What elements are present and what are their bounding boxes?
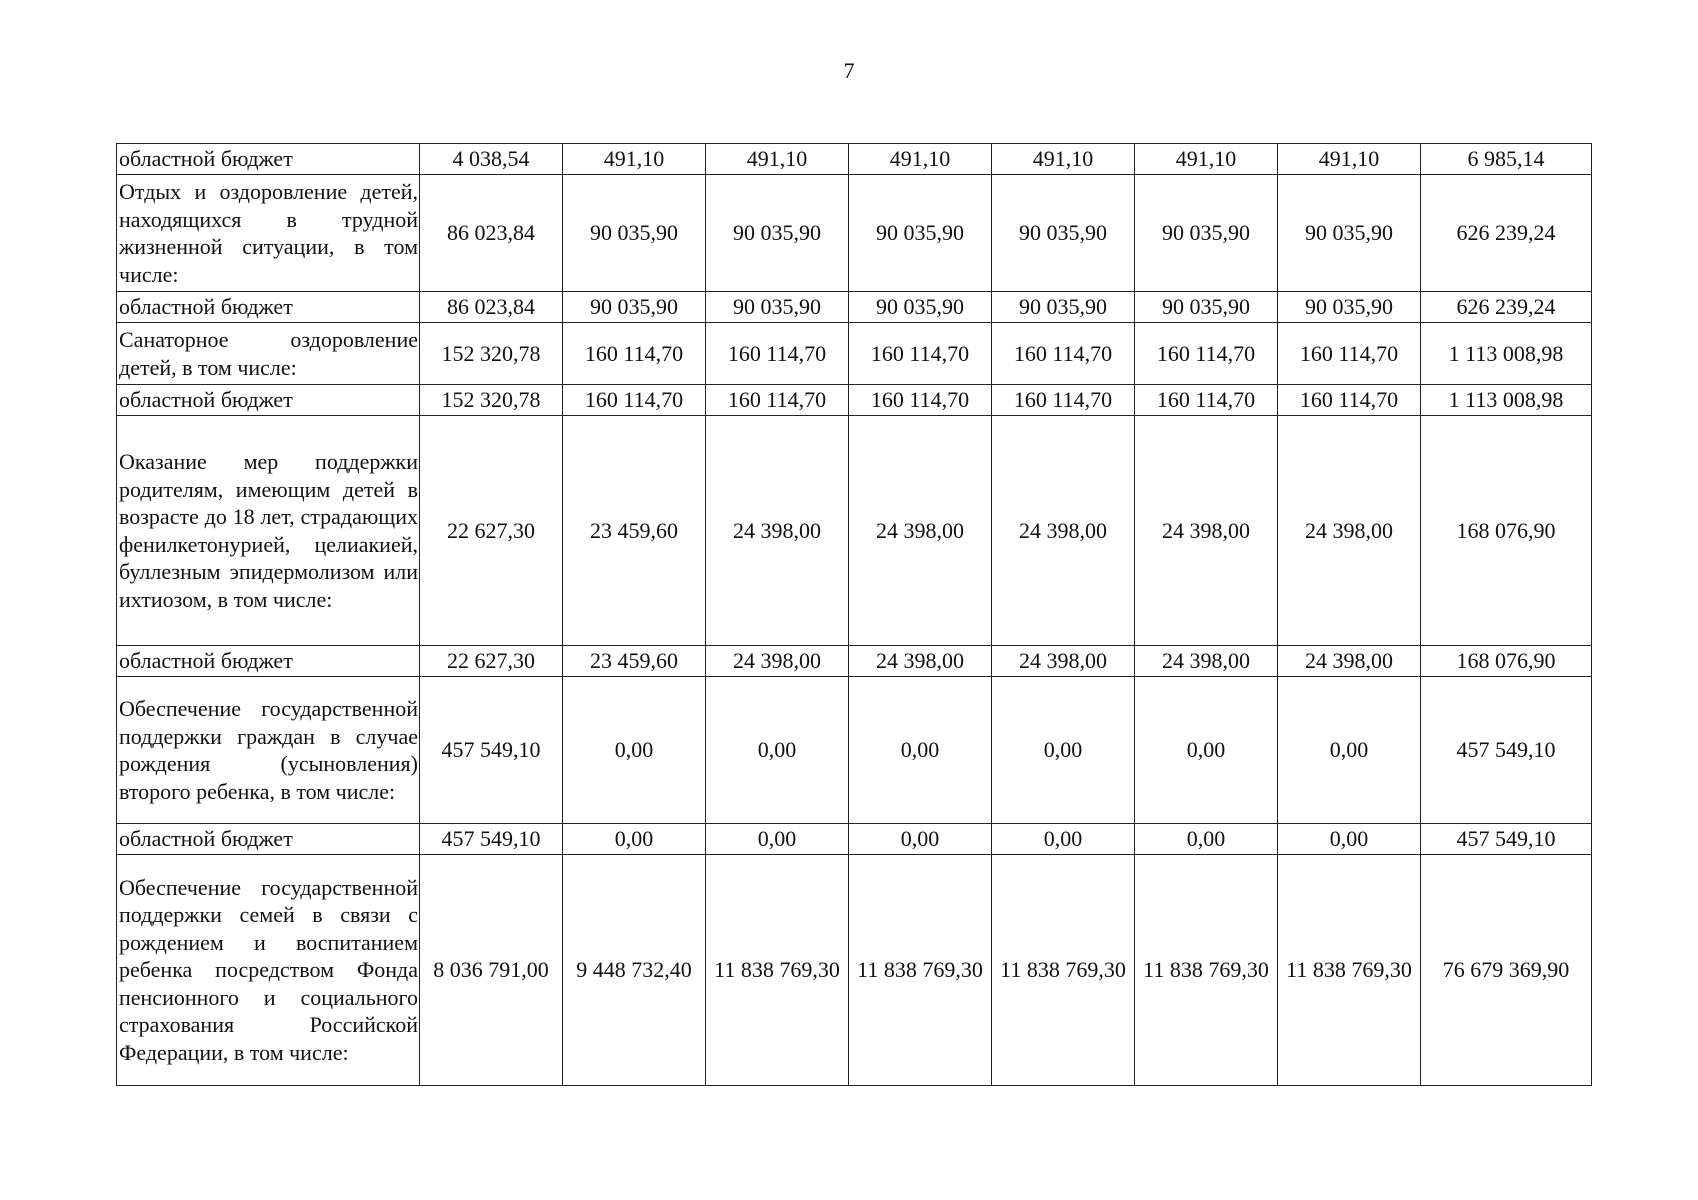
value-cell: 11 838 769,30 [706, 855, 849, 1086]
value-cell: 491,10 [1278, 144, 1421, 175]
value-cell: 90 035,90 [706, 175, 849, 292]
total-cell: 1 113 008,98 [1421, 385, 1592, 416]
table-body [117, 144, 1592, 1086]
value-cell: 152 320,78 [420, 385, 563, 416]
program-row [117, 416, 1592, 646]
value-cell: 11 838 769,30 [849, 855, 992, 1086]
regional-budget-row [117, 292, 1592, 323]
value-cell: 24 398,00 [706, 646, 849, 677]
value-cell: 0,00 [1135, 824, 1278, 855]
value-cell: 90 035,90 [992, 175, 1135, 292]
value-cell: 24 398,00 [992, 646, 1135, 677]
value-cell: 0,00 [849, 824, 992, 855]
value-cell: 491,10 [706, 144, 849, 175]
value-cell: 90 035,90 [1278, 175, 1421, 292]
total-cell: 457 549,10 [1421, 677, 1592, 824]
value-cell: 24 398,00 [849, 416, 992, 646]
value-cell: 0,00 [563, 677, 706, 824]
value-cell: 160 114,70 [849, 323, 992, 385]
row-label-cell: областной бюджет [117, 824, 420, 855]
row-label-cell: Обеспечение государственной поддержки граждан в случае рождения (усыновления) второго ребенка, в том числе: [117, 677, 420, 824]
value-cell: 90 035,90 [992, 292, 1135, 323]
row-label-cell: Отдых и оздоровление детей, находящихся в трудной жизненной ситуации, в том числе: [117, 175, 420, 292]
value-cell: 0,00 [992, 824, 1135, 855]
value-cell: 491,10 [563, 144, 706, 175]
row-label-cell: областной бюджет [117, 292, 420, 323]
program-row [117, 677, 1592, 824]
value-cell: 22 627,30 [420, 416, 563, 646]
value-cell: 11 838 769,30 [992, 855, 1135, 1086]
value-cell: 24 398,00 [1135, 416, 1278, 646]
value-cell: 160 114,70 [992, 385, 1135, 416]
budget-table [116, 143, 1592, 1086]
value-cell: 24 398,00 [1278, 646, 1421, 677]
value-cell: 0,00 [1135, 677, 1278, 824]
total-cell: 6 985,14 [1421, 144, 1592, 175]
total-cell: 76 679 369,90 [1421, 855, 1592, 1086]
row-label-cell: Обеспечение государственной поддержки семей в связи с рождением и воспитанием ребенка посредством Фонда пенсионного и социального страхования Российской Федерации, в том числе: [117, 855, 420, 1086]
value-cell: 90 035,90 [706, 292, 849, 323]
value-cell: 90 035,90 [563, 292, 706, 323]
regional-budget-row [117, 646, 1592, 677]
value-cell: 152 320,78 [420, 323, 563, 385]
regional-budget-row [117, 144, 1592, 175]
value-cell: 24 398,00 [1135, 646, 1278, 677]
program-row [117, 323, 1592, 385]
total-cell: 626 239,24 [1421, 292, 1592, 323]
row-label-cell: Санаторное оздоровление детей, в том числе: [117, 323, 420, 385]
value-cell: 23 459,60 [563, 646, 706, 677]
value-cell: 160 114,70 [1278, 323, 1421, 385]
value-cell: 90 035,90 [1135, 175, 1278, 292]
row-label-cell: Оказание мер поддержки родителям, имеющим детей в возрасте до 18 лет, страдающих фенилкетонурией, целиакией, буллезным эпидермолизом или ихтиозом, в том числе: [117, 416, 420, 646]
value-cell: 160 114,70 [563, 323, 706, 385]
value-cell: 457 549,10 [420, 824, 563, 855]
value-cell: 491,10 [992, 144, 1135, 175]
program-row [117, 175, 1592, 292]
value-cell: 160 114,70 [1278, 385, 1421, 416]
value-cell: 90 035,90 [563, 175, 706, 292]
row-label-cell: областной бюджет [117, 646, 420, 677]
total-cell: 626 239,24 [1421, 175, 1592, 292]
value-cell: 24 398,00 [849, 646, 992, 677]
value-cell: 90 035,90 [1135, 292, 1278, 323]
value-cell: 8 036 791,00 [420, 855, 563, 1086]
value-cell: 0,00 [1278, 824, 1421, 855]
value-cell: 11 838 769,30 [1278, 855, 1421, 1086]
value-cell: 22 627,30 [420, 646, 563, 677]
value-cell: 86 023,84 [420, 175, 563, 292]
value-cell: 86 023,84 [420, 292, 563, 323]
value-cell: 160 114,70 [992, 323, 1135, 385]
value-cell: 0,00 [849, 677, 992, 824]
value-cell: 457 549,10 [420, 677, 563, 824]
value-cell: 160 114,70 [563, 385, 706, 416]
program-row [117, 855, 1592, 1086]
value-cell: 24 398,00 [706, 416, 849, 646]
value-cell: 0,00 [706, 824, 849, 855]
value-cell: 160 114,70 [849, 385, 992, 416]
regional-budget-row [117, 824, 1592, 855]
total-cell: 1 113 008,98 [1421, 323, 1592, 385]
value-cell: 24 398,00 [992, 416, 1135, 646]
value-cell: 0,00 [1278, 677, 1421, 824]
regional-budget-row [117, 385, 1592, 416]
total-cell: 168 076,90 [1421, 646, 1592, 677]
total-cell: 457 549,10 [1421, 824, 1592, 855]
value-cell: 0,00 [563, 824, 706, 855]
value-cell: 0,00 [992, 677, 1135, 824]
value-cell: 0,00 [706, 677, 849, 824]
value-cell: 90 035,90 [849, 175, 992, 292]
total-cell: 168 076,90 [1421, 416, 1592, 646]
value-cell: 160 114,70 [1135, 385, 1278, 416]
value-cell: 23 459,60 [563, 416, 706, 646]
value-cell: 4 038,54 [420, 144, 563, 175]
value-cell: 160 114,70 [706, 385, 849, 416]
value-cell: 160 114,70 [1135, 323, 1278, 385]
value-cell: 11 838 769,30 [1135, 855, 1278, 1086]
value-cell: 24 398,00 [1278, 416, 1421, 646]
value-cell: 491,10 [1135, 144, 1278, 175]
value-cell: 90 035,90 [849, 292, 992, 323]
value-cell: 9 448 732,40 [563, 855, 706, 1086]
row-label-cell: областной бюджет [117, 385, 420, 416]
page-number: 7 [843, 58, 855, 83]
value-cell: 160 114,70 [706, 323, 849, 385]
row-label-cell: областной бюджет [117, 144, 420, 175]
value-cell: 90 035,90 [1278, 292, 1421, 323]
value-cell: 491,10 [849, 144, 992, 175]
